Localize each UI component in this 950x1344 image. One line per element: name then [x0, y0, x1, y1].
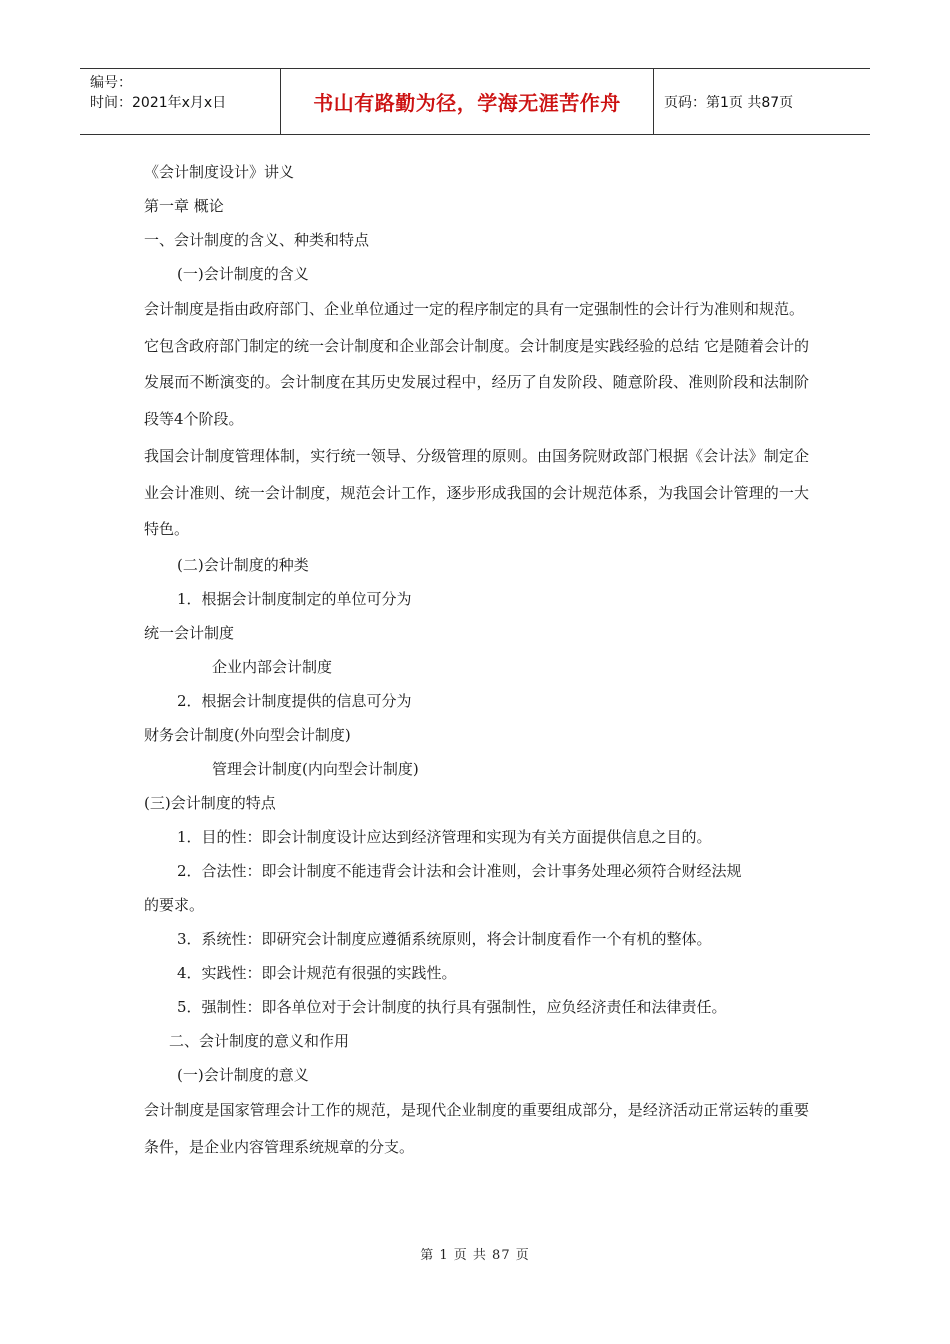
list-item: 企业内部会计制度 [212, 657, 333, 676]
document-body [144, 155, 809, 1165]
list-item: 5．强制性：即各单位对于会计制度的执行具有强制性，应负经济责任和法律责任。 [177, 997, 727, 1016]
document-title: 《会计制度设计》讲义 [144, 163, 295, 181]
header-page-info: 页码：第1页 共87页 [664, 94, 794, 111]
list-item: 管理会计制度(内向型会计制度) [212, 759, 419, 778]
paragraph: 我国会计制度管理体制，实行统一领导、分级管理的原则。由国务院财政部门根据《会计法》制定企业会计准则、统一会计制度，规范会计工作，逐步形成我国的会计规范体系，为我国会计管理的一大特色。 [144, 446, 809, 539]
list-item: 3．系统性：即研究会计制度应遵循系统原则，将会计制度看作一个有机的整体。 [177, 929, 712, 948]
list-item: 1．根据会计制度制定的单位可分为 [177, 589, 412, 608]
document-number-label: 编号： [90, 75, 132, 91]
list-item: 4．实践性：即会计规范有很强的实践性。 [177, 963, 457, 982]
subsection-heading: (三)会计制度的特点 [144, 793, 276, 812]
page-footer: 第 1 页 共 87 页 [420, 1248, 530, 1263]
list-item: 统一会计制度 [144, 623, 235, 642]
document-date: 时间：2021年x月x日 [90, 95, 227, 111]
paragraph: 它包含政府部门制定的统一会计制度和企业部会计制度。会计制度是实践经验的总结 它是随着会计的发展而不断演变的。会计制度在其历史发展过程中，经历了自发阶段、随意阶段、准则阶段和法制阶段等4个阶段。 [144, 336, 809, 429]
list-item: 1．目的性：即会计制度设计应达到经济管理和实现为有关方面提供信息之目的。 [177, 827, 712, 846]
header-motto: 书山有路勤为径，学海无涯苦作舟 [281, 69, 654, 134]
section-heading: 一、会计制度的含义、种类和特点 [144, 231, 370, 249]
subsection-heading: (一)会计制度的含义 [177, 265, 309, 283]
list-item: 2．根据会计制度提供的信息可分为 [177, 691, 412, 710]
list-item-continuation: 的要求。 [144, 895, 205, 914]
subsection-heading: (二)会计制度的种类 [177, 555, 309, 574]
paragraph: 会计制度是指由政府部门、企业单位通过一定的程序制定的具有一定强制性的会计行为准则和规范。 [144, 300, 805, 318]
list-item: 财务会计制度(外向型会计制度) [144, 725, 351, 744]
section-heading: 二、会计制度的意义和作用 [169, 1031, 350, 1050]
chapter-heading: 第一章 概论 [144, 197, 224, 215]
document-header [80, 68, 870, 135]
header-meta [80, 69, 281, 134]
list-item: 2．合法性：即会计制度不能违背会计法和会计准则，会计事务处理必须符合财经法规 [177, 861, 742, 880]
paragraph: 会计制度是国家管理会计工作的规范，是现代企业制度的重要组成部分，是经济活动正常运转的重要条件，是企业内容管理系统规章的分支。 [144, 1100, 809, 1156]
subsection-heading: (一)会计制度的意义 [177, 1065, 309, 1084]
